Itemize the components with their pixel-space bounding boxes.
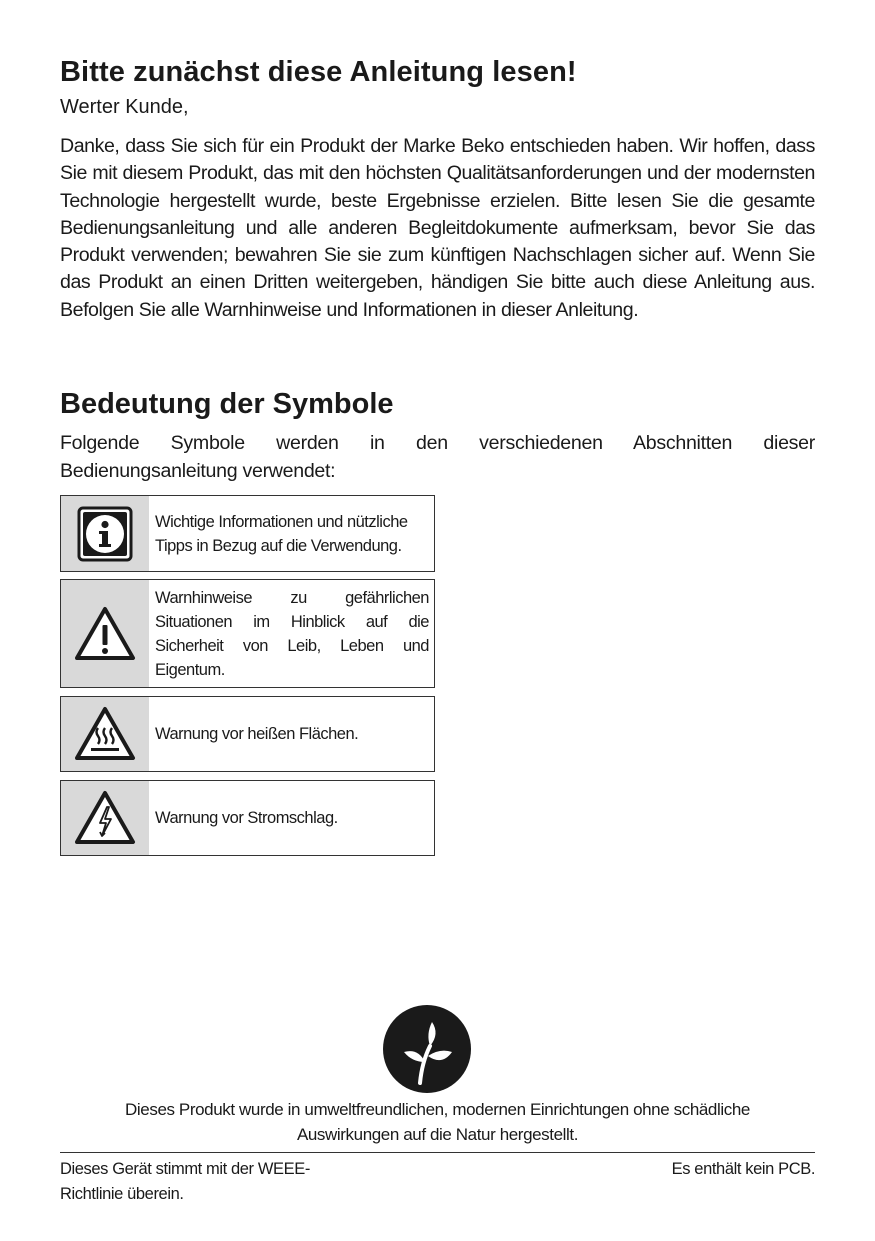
symbol-text-warning <box>149 580 434 687</box>
symbol-text-info: Wichtige Informationen und nützliche Tipps in Bezug auf die Verwendung. <box>155 512 408 555</box>
symbols-heading: Bedeutung der Symbole <box>60 388 394 420</box>
electric-shock-icon <box>61 781 149 855</box>
symbol-text-electric-shock: Warnung vor Stromschlag. <box>155 809 338 827</box>
greeting: Werter Kunde, <box>60 96 189 118</box>
weee-compliance <box>60 1157 360 1207</box>
symbols-intro-line1: Folgende Symbole werden in den verschiedenen Abschnitten dieser <box>60 432 815 454</box>
symbol-row-info <box>60 495 435 572</box>
info-icon <box>61 496 149 571</box>
hot-surface-icon <box>61 697 149 771</box>
footer-divider <box>60 1152 815 1153</box>
warning-triangle-icon <box>61 580 149 687</box>
symbol-row-warning <box>60 579 435 688</box>
pcb-statement: Es enthält kein PCB. <box>671 1160 815 1178</box>
symbol-row-electric-shock <box>60 780 435 856</box>
page-title: Bitte zunächst diese Anleitung lesen! <box>60 56 577 88</box>
eco-statement <box>60 1097 815 1147</box>
weee-line2: Richtlinie überein. <box>60 1185 184 1203</box>
symbols-intro-line2: Bedienungsanleitung verwendet: <box>60 460 336 482</box>
eco-leaf-icon <box>382 1004 472 1094</box>
symbol-text-hot-surface: Warnung vor heißen Flächen. <box>155 725 359 743</box>
symbols-intro <box>60 429 815 485</box>
eco-statement-line1: Dieses Produkt wurde in umweltfreundlichen, modernen Einrichtungen ohne schädliche <box>125 1100 750 1119</box>
weee-line1: Dieses Gerät stimmt mit der WEEE- <box>60 1160 310 1178</box>
symbol-text-warning-content: Warnhinweise zu gefährlichen Situationen im Hinblick auf die Sicherheit von Leib, Leben und Eigentum. <box>155 589 429 679</box>
intro-paragraph: Danke, dass Sie sich für ein Produkt der Marke Beko entschieden haben. Wir hoffen, dass Sie mit diesem Produkt, das mit den höchsten Qualitätsanforderungen und der modernsten Technologie hergestellt wurde, beste Ergebnisse erzielen. Bitte lesen Sie die gesamte Bedienungsanleitung und alle anderen Begleitdokumente aufmerksam, bevor Sie das Produkt verwenden; bewahren Sie sie zum künftigen Nachschlagen sicher auf. Wenn Sie das Produkt an einen Dritten weitergeben, händigen Sie bitte auch diese Anleitung aus. Befolgen Sie alle Warnhinweise und Informationen in dieser Anleitung. <box>60 135 815 321</box>
eco-statement-line2: Auswirkungen auf die Natur hergestellt. <box>296 1125 579 1144</box>
symbol-row-hot-surface <box>60 696 435 772</box>
